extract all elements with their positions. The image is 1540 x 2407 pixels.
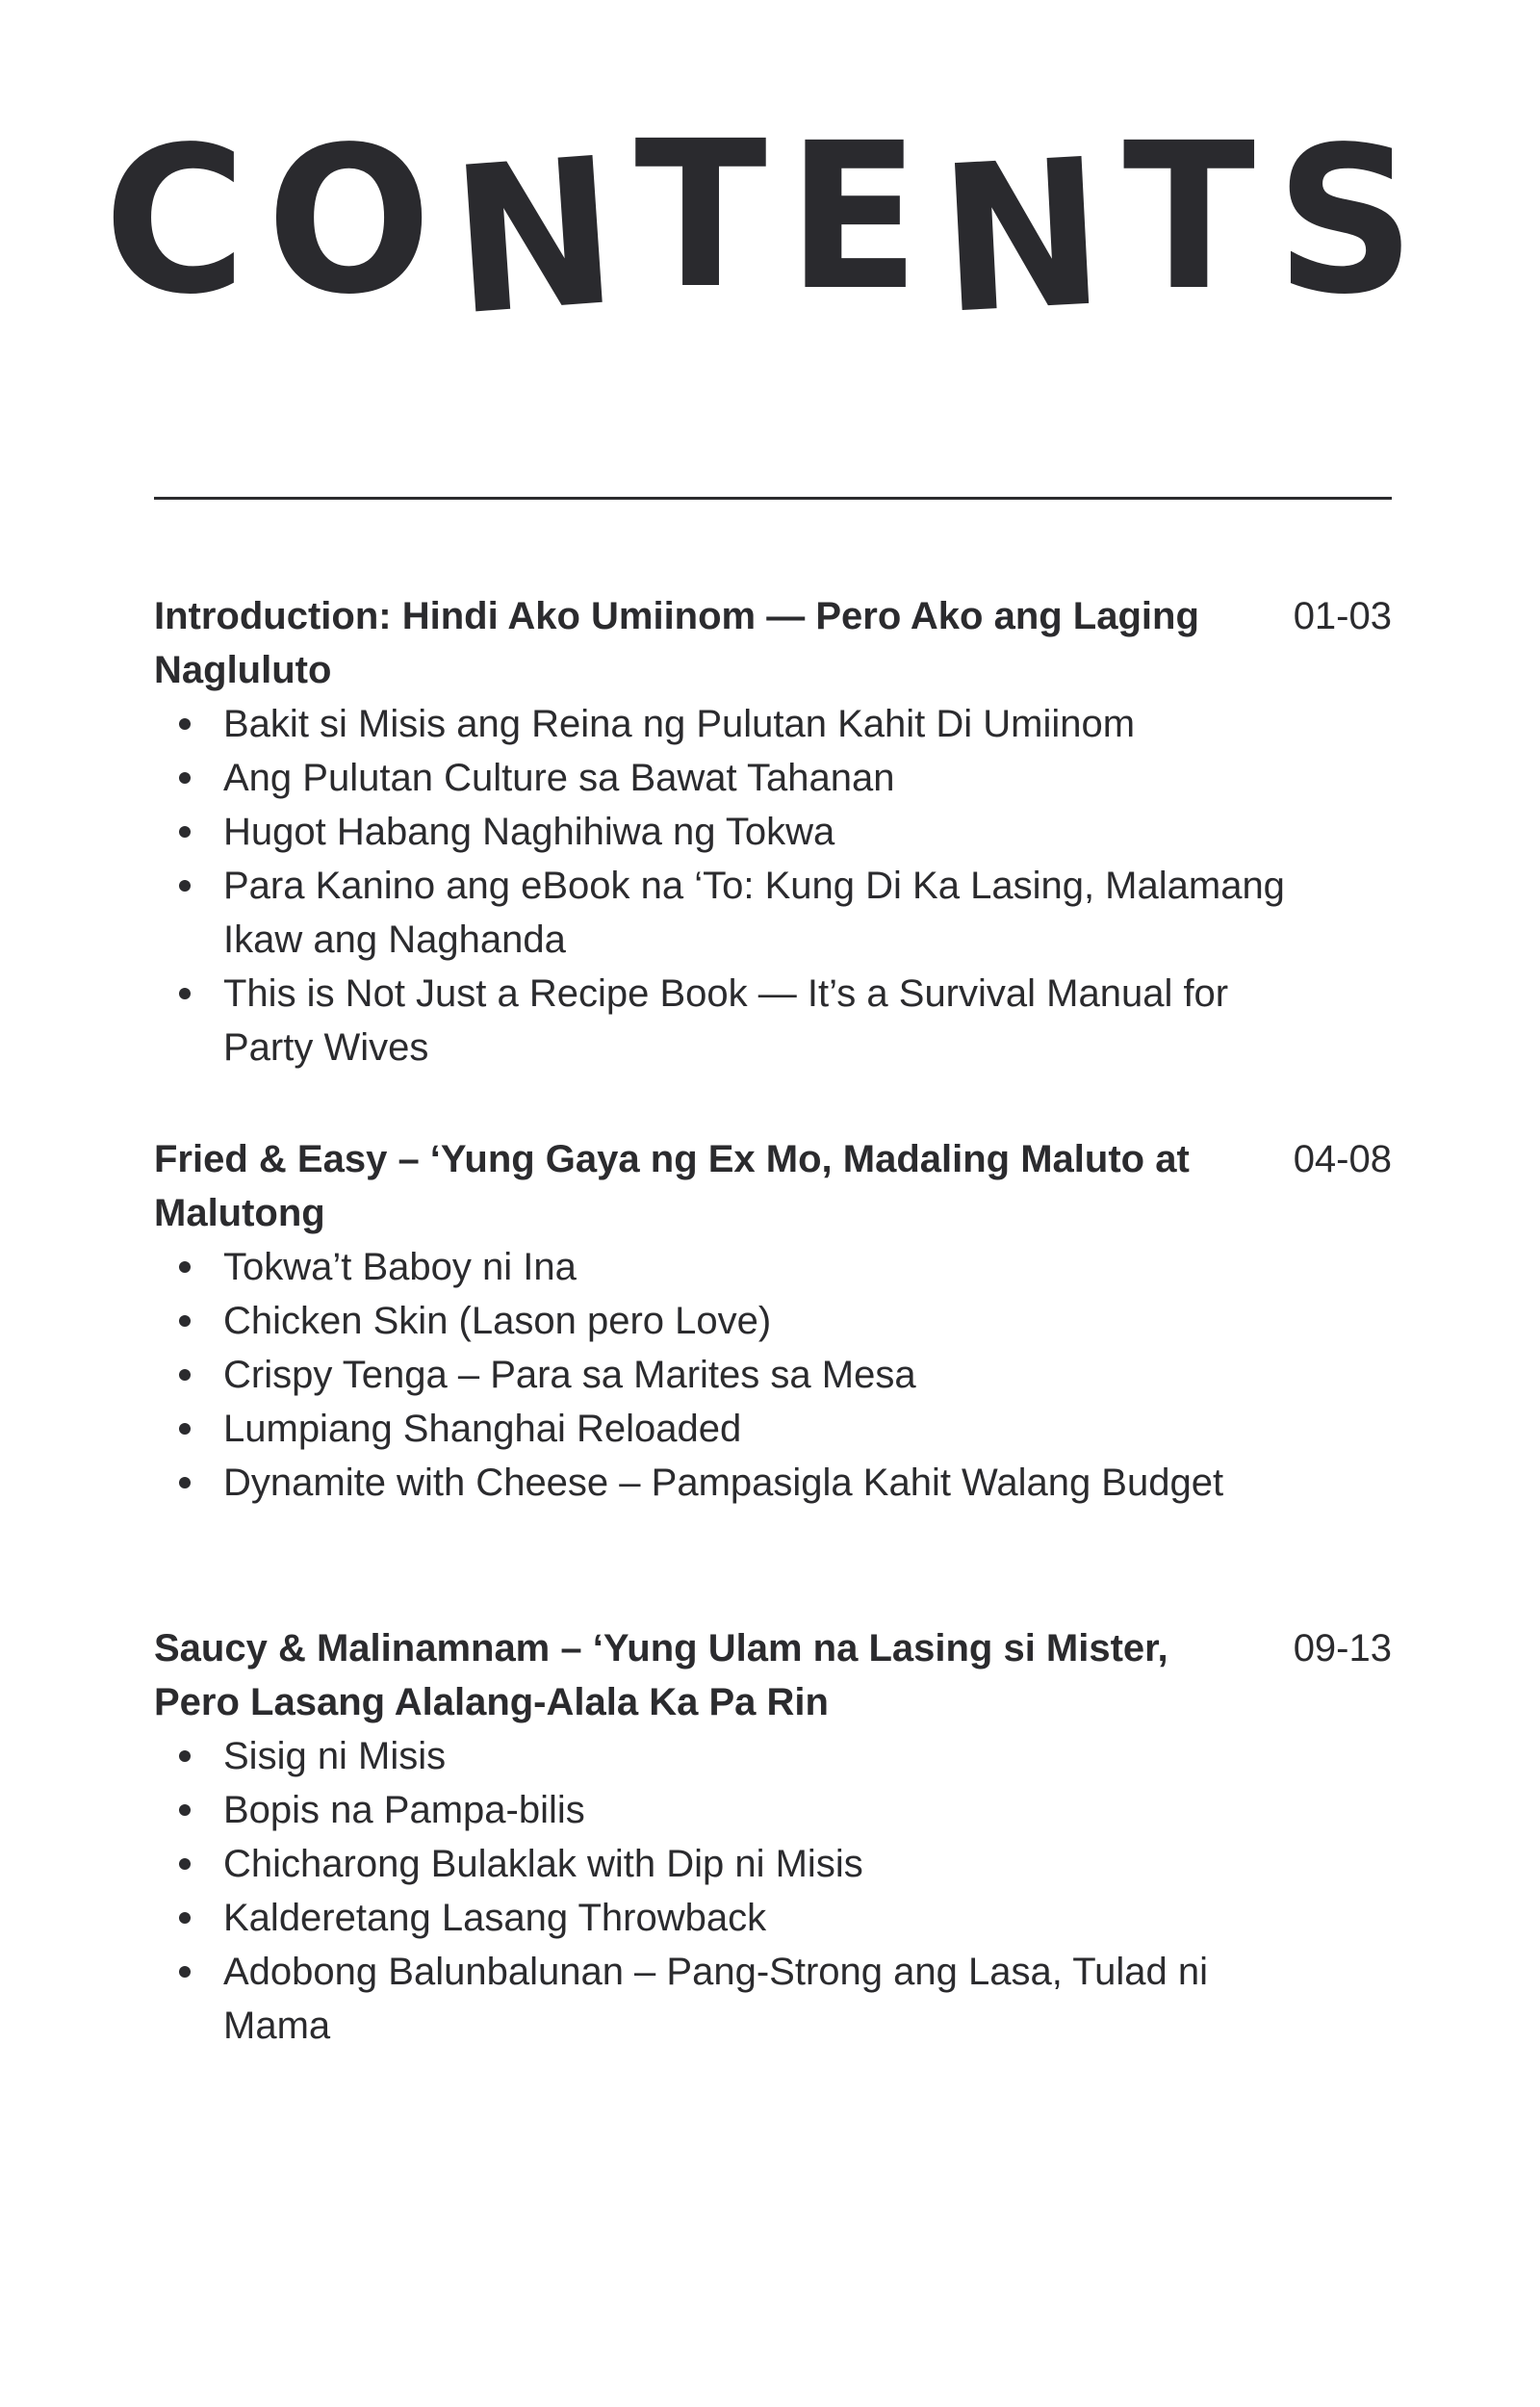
bullet-icon — [179, 1369, 191, 1381]
section-item-list — [154, 697, 1392, 1074]
bullet-icon — [179, 718, 191, 730]
bullet-icon — [179, 1804, 191, 1816]
list-item[interactable] — [154, 1348, 1321, 1402]
bullet-icon — [179, 1261, 191, 1273]
list-item-text: Bakit si Misis ang Reina ng Pulutan Kahit Di Umiinom — [223, 703, 1136, 745]
section-title[interactable]: Fried & Easy – ‘Yung Gaya ng Ex Mo, Madaling Maluto at Malutong — [154, 1138, 1190, 1234]
divider-line — [154, 497, 1392, 500]
bullet-icon — [179, 826, 191, 838]
section-header — [154, 589, 1392, 697]
bullet-icon — [179, 880, 191, 892]
list-item[interactable] — [154, 1729, 1321, 1783]
toc-section-introduction — [154, 589, 1392, 1074]
list-item[interactable] — [154, 805, 1321, 859]
bullet-icon — [179, 1315, 191, 1327]
section-title[interactable]: Introduction: Hindi Ako Umiinom — Pero Ako ang Laging Nagluluto — [154, 595, 1199, 691]
list-item-text: Kalderetang Lasang Throwback — [223, 1897, 767, 1939]
list-item-text: Chicken Skin (Lason pero Love) — [223, 1300, 772, 1342]
list-item-text: Dynamite with Cheese – Pampasigla Kahit Walang Budget — [223, 1462, 1224, 1504]
section-page-range: 01-03 — [1293, 595, 1392, 637]
list-item-text: Para Kanino ang eBook na ‘To: Kung Di Ka Lasing, Malamang Ikaw ang Naghanda — [223, 865, 1285, 961]
list-item-text: Sisig ni Misis — [223, 1735, 447, 1777]
bullet-icon — [179, 1966, 191, 1978]
section-page-range: 09-13 — [1293, 1627, 1392, 1669]
list-item[interactable] — [154, 1402, 1321, 1456]
section-page-range: 04-08 — [1293, 1138, 1392, 1180]
list-item-text: Ang Pulutan Culture sa Bawat Tahanan — [223, 757, 895, 799]
list-item[interactable] — [154, 1783, 1321, 1837]
section-header — [154, 1132, 1392, 1240]
list-item-text: Bopis na Pampa-bilis — [223, 1789, 585, 1831]
toc-section-saucy-and-malinamnam — [154, 1621, 1392, 2053]
bullet-icon — [179, 1858, 191, 1870]
list-item-text: Tokwa’t Baboy ni Ina — [223, 1246, 577, 1288]
list-item[interactable] — [154, 1945, 1321, 2053]
list-item[interactable] — [154, 859, 1321, 967]
list-item[interactable] — [154, 1240, 1321, 1294]
bullet-icon — [179, 1750, 191, 1762]
page-title-text: CONTENTS — [104, 97, 1436, 361]
list-item[interactable] — [154, 697, 1321, 751]
list-item[interactable] — [154, 1294, 1321, 1348]
section-item-list — [154, 1240, 1392, 1510]
list-item[interactable] — [154, 1837, 1321, 1891]
bullet-icon — [179, 988, 191, 999]
bullet-icon — [179, 1912, 191, 1924]
list-item[interactable] — [154, 751, 1321, 805]
list-item[interactable] — [154, 1456, 1321, 1510]
bullet-icon — [179, 1477, 191, 1488]
list-item-text: Crispy Tenga – Para sa Marites sa Mesa — [223, 1354, 916, 1396]
page-title — [0, 97, 1540, 361]
section-item-list — [154, 1729, 1392, 2053]
section-title[interactable]: Saucy & Malinamnam – ‘Yung Ulam na Lasing si Mister, Pero Lasang Alalang-Alala Ka Pa Rin — [154, 1627, 1168, 1723]
list-item-text: Chicharong Bulaklak with Dip ni Misis — [223, 1843, 863, 1885]
list-item-text: Hugot Habang Naghihiwa ng Tokwa — [223, 811, 835, 853]
list-item[interactable] — [154, 1891, 1321, 1945]
list-item[interactable] — [154, 967, 1321, 1074]
list-item-text: Adobong Balunbalunan – Pang-Strong ang Lasa, Tulad ni Mama — [223, 1951, 1209, 2047]
section-header — [154, 1621, 1392, 1729]
list-item-text: This is Not Just a Recipe Book — It’s a Survival Manual for Party Wives — [223, 972, 1229, 1069]
bullet-icon — [179, 1423, 191, 1435]
list-item-text: Lumpiang Shanghai Reloaded — [223, 1408, 742, 1450]
toc-section-fried-and-easy — [154, 1132, 1392, 1510]
bullet-icon — [179, 772, 191, 784]
